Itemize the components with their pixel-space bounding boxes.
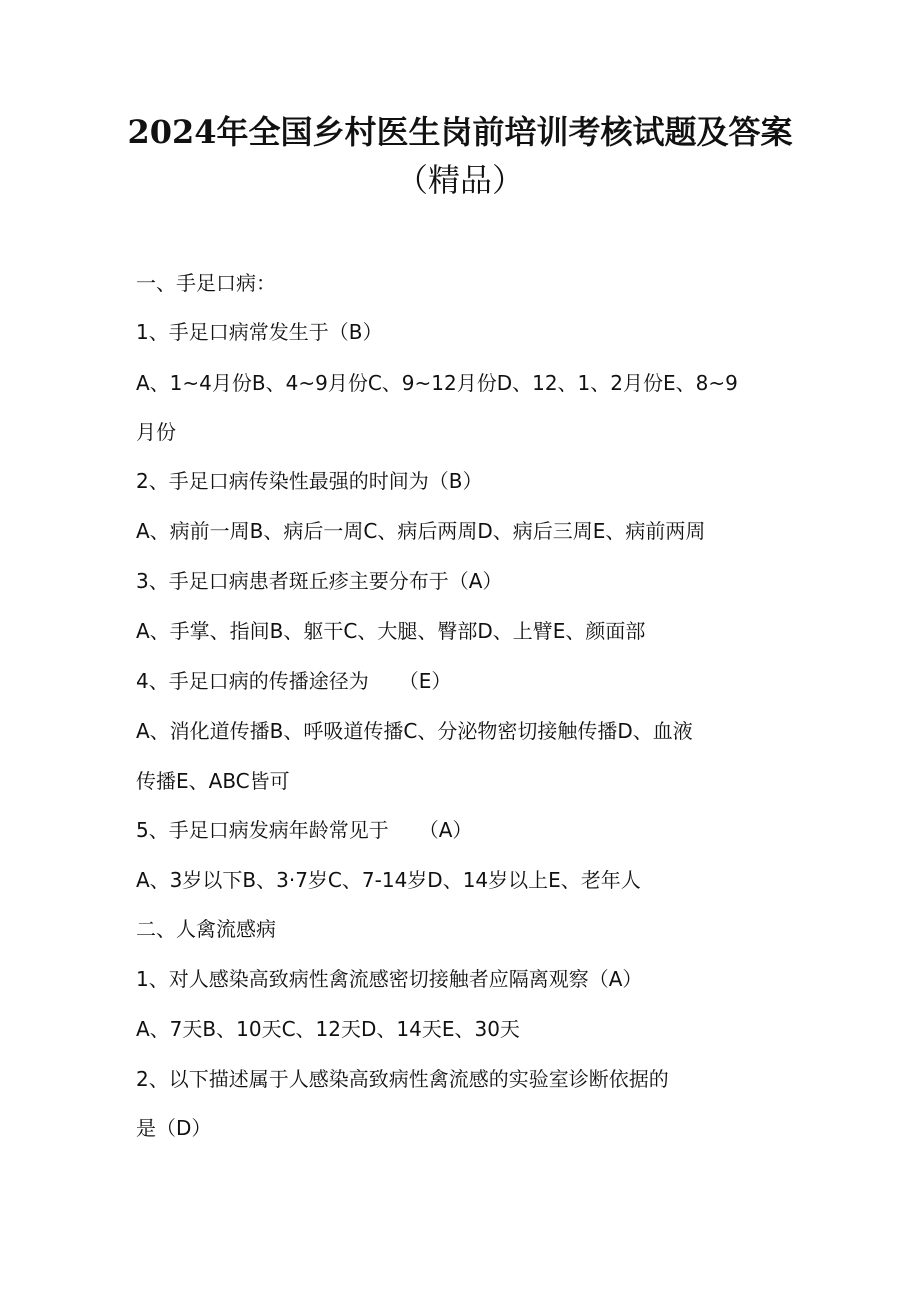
question: 1、手足口病常发生于（B） <box>136 320 383 344</box>
question: 3、手足口病患者斑丘疹主要分布于（A） <box>136 569 503 593</box>
question: 2、以下描述属于人感染高致病性禽流感的实验室诊断依据的 <box>136 1067 669 1091</box>
document-title: 2024年全国乡村医生岗前培训考核试题及答案 <box>127 113 793 151</box>
section-heading: 一、手足口病： <box>136 271 276 295</box>
answer-options: A、1~4月份B、4~9月份C、9~12月份D、12、1、2月份E、8~9 <box>136 371 738 395</box>
answer-options: A、7天B、10天C、12天D、14天E、30天 <box>136 1017 520 1041</box>
question-cont: 是（D） <box>136 1116 212 1140</box>
answer-options: A、消化道传播B、呼吸道传播C、分泌物密切接触传播D、血液 <box>136 719 693 743</box>
answer-options: A、病前一周B、病后一周C、病后两周D、病后三周E、病前两周 <box>136 519 706 543</box>
answer-options: A、手掌、指间B、躯干C、大腿、臀部D、上臂E、颜面部 <box>136 619 646 643</box>
section-heading: 二、人禽流感病 <box>136 917 276 941</box>
answer-options: A、3岁以下B、3·7岁C、7-14岁D、14岁以上E、老年人 <box>136 868 641 892</box>
question: 5、手足口病发病年龄常见于 （A） <box>136 818 473 842</box>
answer-options-cont: 传播E、ABC皆可 <box>136 769 290 793</box>
question: 2、手足口病传染性最强的时间为（B） <box>136 469 483 493</box>
document-subtitle: （精品） <box>395 161 524 199</box>
question: 4、手足口病的传播途径为 （E） <box>136 669 452 693</box>
answer-options-cont: 月份 <box>136 420 176 444</box>
question: 1、对人感染高致病性禽流感密切接触者应隔离观察（A） <box>136 967 643 991</box>
